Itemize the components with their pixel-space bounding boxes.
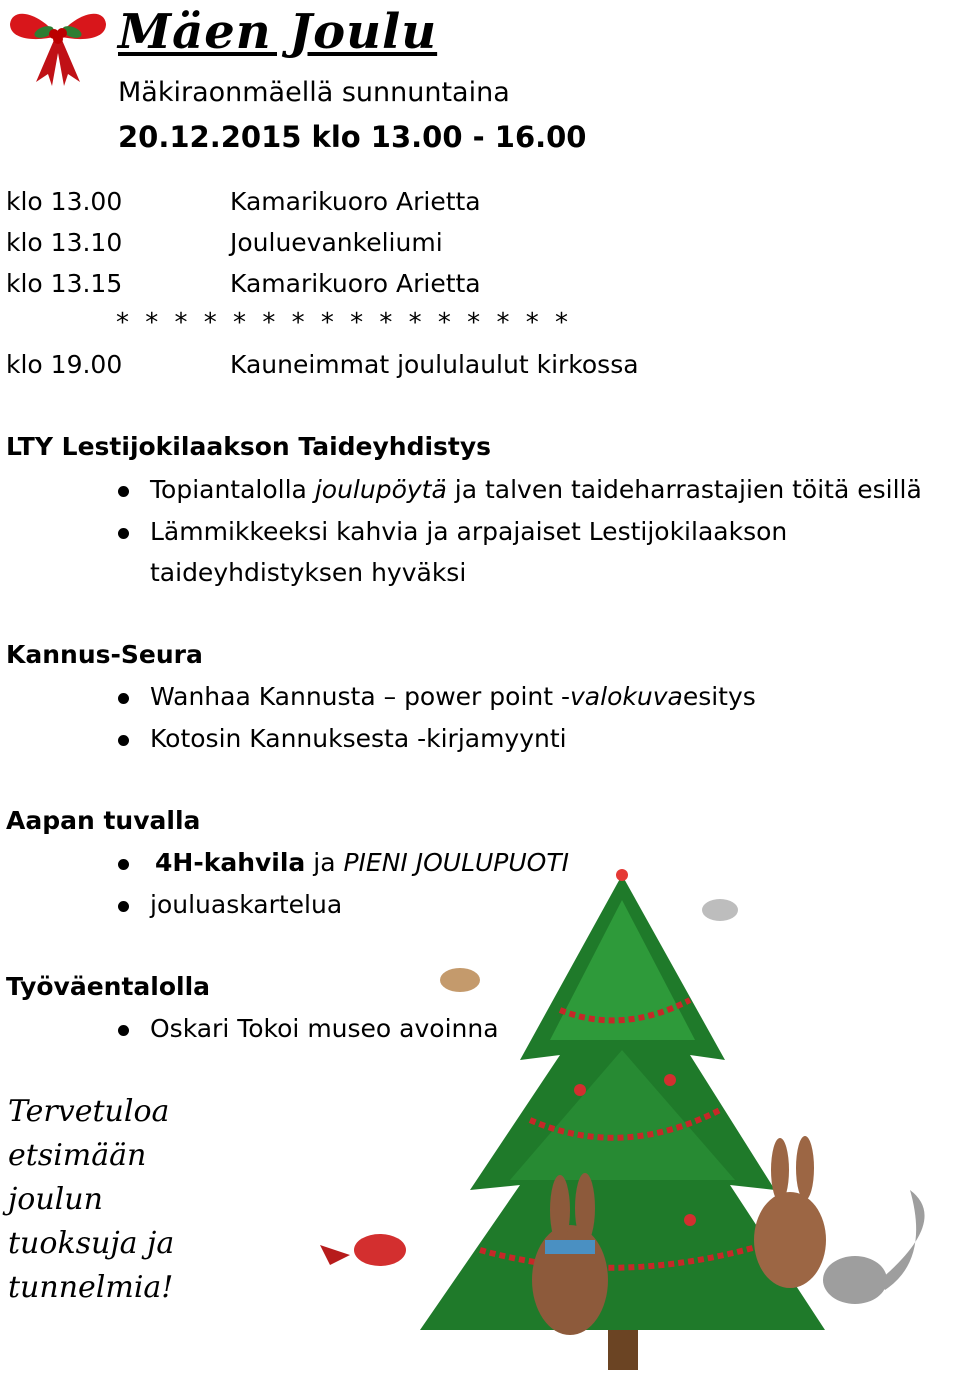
- list-item: [150, 1014, 499, 1043]
- bullet-icon: [118, 901, 129, 912]
- welcome-line: tuoksuja ja: [8, 1226, 175, 1261]
- schedule-event: Jouluevankeliumi: [230, 228, 443, 257]
- list-item-text-italic: valokuva: [570, 682, 683, 711]
- list-item-text-bold: 4H-kahvila: [155, 848, 306, 877]
- christmas-bow-icon: [6, 2, 110, 86]
- event-subtitle: Mäkiraonmäellä sunnuntaina: [118, 77, 510, 108]
- welcome-line: joulun: [8, 1182, 103, 1217]
- welcome-line: tunnelmia!: [8, 1270, 174, 1305]
- bullet-icon: [118, 859, 129, 870]
- welcome-line: etsimään: [8, 1138, 147, 1173]
- schedule-event: Kauneimmat joululaulut kirkossa: [230, 350, 639, 379]
- list-item-continuation: taideyhdistyksen hyväksi: [150, 558, 467, 587]
- section-heading-lty: LTY Lestijokilaakson Taideyhdistys: [6, 432, 492, 461]
- list-item: [150, 475, 922, 504]
- list-item-text-italic: PIENI JOULUPUOTI: [343, 848, 570, 877]
- separator: * * * * * * * * * * * * * * * *: [116, 308, 572, 338]
- welcome-message: [8, 1090, 174, 1310]
- schedule-event: Kamarikuoro Arietta: [230, 269, 481, 298]
- page-title: Mäen Joulu: [118, 4, 438, 60]
- schedule-time: klo 13.15: [6, 269, 123, 298]
- section-heading-kannus: Kannus-Seura: [6, 640, 203, 669]
- list-item: [150, 517, 787, 546]
- bullet-icon: [118, 528, 129, 539]
- list-item-text-italic: joulupöytä: [314, 475, 447, 504]
- schedule-time: klo 13.00: [6, 187, 123, 216]
- list-item-text: Lämmikkeeksi kahvia ja arpajaiset Lestijokilaakson: [150, 517, 788, 546]
- bullet-icon: [118, 1025, 129, 1036]
- list-item-text: ja: [305, 848, 344, 877]
- bullet-icon: [118, 735, 129, 746]
- list-item-text: Wanhaa Kannusta – power point -: [150, 682, 571, 711]
- bullet-icon: [118, 486, 129, 497]
- list-item-text: Oskari Tokoi museo avoinna: [150, 1014, 499, 1043]
- schedule-time: klo 13.10: [6, 228, 123, 257]
- list-item-text: ja talven taideharrastajien töitä esillä: [446, 475, 922, 504]
- list-item: [150, 682, 756, 711]
- list-item-text: jouluaskartelua: [150, 890, 343, 919]
- schedule-event: Kamarikuoro Arietta: [230, 187, 481, 216]
- schedule-time: klo 19.00: [6, 350, 123, 379]
- section-heading-tyovaen: Työväentalolla: [6, 972, 211, 1001]
- welcome-line: Tervetuloa: [8, 1094, 170, 1129]
- list-item: [150, 724, 567, 753]
- bullet-icon: [118, 693, 129, 704]
- list-item-text: Kotosin Kannuksesta -kirjamyynti: [150, 724, 567, 753]
- list-item-text: esitys: [682, 682, 756, 711]
- event-date: 20.12.2015 klo 13.00 - 16.00: [118, 120, 587, 154]
- christmas-tree-illustration: [310, 860, 960, 1381]
- list-item-text: Topiantalolla: [150, 475, 315, 504]
- section-heading-aapan: Aapan tuvalla: [6, 806, 201, 835]
